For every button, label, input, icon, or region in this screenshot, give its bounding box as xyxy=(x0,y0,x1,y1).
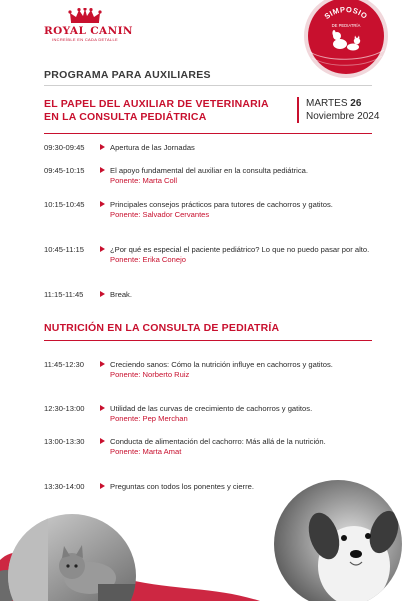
arrow-icon xyxy=(100,361,105,367)
nutrition-section-title: NUTRICIÓN EN LA CONSULTA DE PEDIATRÍA xyxy=(44,322,280,334)
title-divider xyxy=(44,133,372,134)
arrow-icon xyxy=(100,144,105,150)
row-time: 13:30-14:00 xyxy=(44,482,85,491)
agenda-row xyxy=(44,290,374,300)
main-title: EL PAPEL DEL AUXILIAR DE VETERINARIA EN LA CONSULTA PEDIÁTRICA xyxy=(44,98,269,123)
row-topic: Principales consejos prácticos para tutores de cachorros y gatitos. xyxy=(110,200,333,209)
agenda-row xyxy=(44,404,374,424)
arrow-icon xyxy=(100,167,105,173)
row-time: 11:15-11:45 xyxy=(44,290,84,299)
row-speaker: Ponente: Salvador Cervantes xyxy=(110,210,210,219)
royal-canin-logo xyxy=(44,8,133,42)
arrow-icon xyxy=(100,246,105,252)
divider xyxy=(44,85,372,86)
agenda-row xyxy=(44,143,374,153)
row-time: 10:45-11:15 xyxy=(44,245,84,254)
row-time: 12:30-13:00 xyxy=(44,404,85,413)
row-speaker: Ponente: Erika Conejo xyxy=(110,255,186,264)
agenda-row xyxy=(44,437,374,457)
puppy-photo xyxy=(272,478,402,601)
row-speaker: Ponente: Norberto Ruiz xyxy=(110,370,190,379)
arrow-icon xyxy=(100,483,105,489)
row-topic: Break. xyxy=(110,290,132,299)
row-time: 09:30-09:45 xyxy=(44,143,85,152)
agenda-row xyxy=(44,166,374,186)
agenda-row xyxy=(44,200,374,220)
kitten-photo xyxy=(8,512,136,601)
brand-name: ROYAL CANIN xyxy=(44,25,133,37)
badge-title: SIMPOSIO xyxy=(322,4,370,21)
row-topic: El apoyo fundamental del auxiliar en la consulta pediátrica. xyxy=(110,166,308,175)
arrow-icon xyxy=(100,405,105,411)
row-topic: Preguntas con todos los ponentes y cierre. xyxy=(110,482,254,491)
agenda-row xyxy=(44,245,374,265)
arrow-icon xyxy=(100,291,105,297)
row-topic: Creciendo sanos: Cómo la nutrición influye en cachorros y gatitos. xyxy=(110,360,333,369)
row-topic: Utilidad de las curvas de crecimiento de cachorros y gatitos. xyxy=(110,404,313,413)
row-speaker: Ponente: Pep Merchan xyxy=(110,414,188,423)
agenda-row xyxy=(44,360,374,380)
arrow-icon xyxy=(100,438,105,444)
row-time: 09:45-10:15 xyxy=(44,166,85,175)
event-date: MARTES 26 Noviembre 2024 xyxy=(297,97,379,123)
symposium-badge xyxy=(296,0,396,85)
section-label: PROGRAMA PARA AUXILIARES xyxy=(44,69,211,81)
row-time: 13:00-13:30 xyxy=(44,437,85,446)
row-time: 11:45-12:30 xyxy=(44,360,84,369)
crown-icon xyxy=(68,8,102,24)
row-speaker: Ponente: Marta Amat xyxy=(110,447,182,456)
badge-subtitle: DE PEDIATRÍA xyxy=(331,23,361,28)
row-topic: Conducta de alimentación del cachorro: Más allá de la nutrición. xyxy=(110,437,326,446)
arrow-icon xyxy=(100,201,105,207)
row-speaker: Ponente: Marta Coll xyxy=(110,176,178,185)
row-topic: Apertura de las Jornadas xyxy=(110,143,195,152)
row-time: 10:15-10:45 xyxy=(44,200,85,209)
brand-tagline: INCREÍBLE EN CADA DETALLE xyxy=(52,37,118,42)
row-topic: ¿Por qué es especial el paciente pediátrico? Lo que no puedo pasar por alto. xyxy=(110,245,370,254)
section-divider xyxy=(44,340,372,341)
